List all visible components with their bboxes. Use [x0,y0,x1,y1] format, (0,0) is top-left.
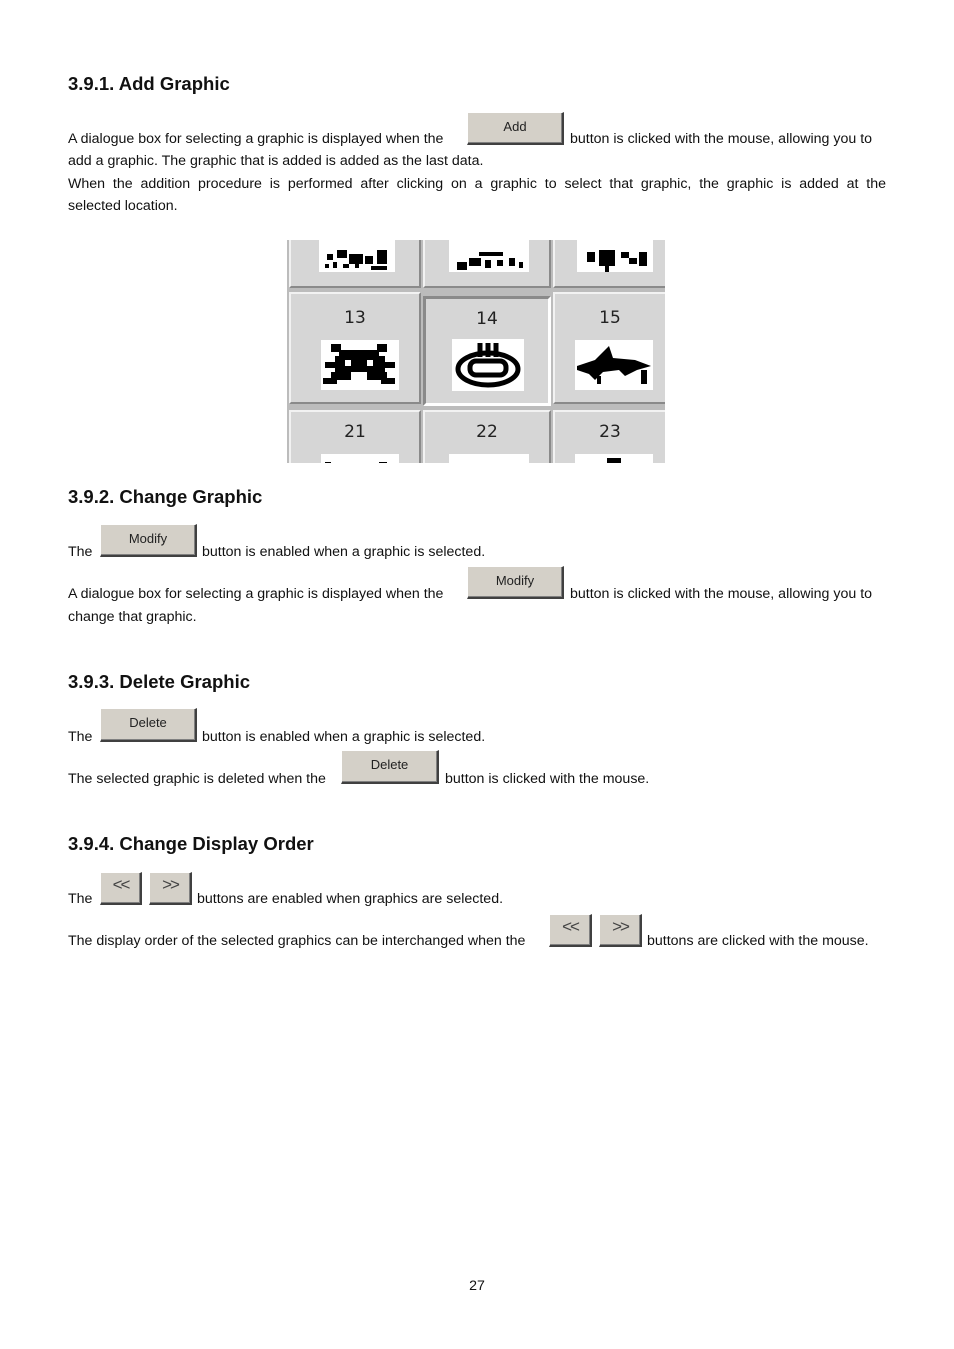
grid-cell-14-selected[interactable] [423,296,551,406]
graphic-thumb [577,240,653,272]
grid-cell-top-2[interactable] [423,240,551,288]
order-line2a: The display order of the selected graphics can be interchanged when the [68,933,526,949]
modify-button[interactable]: Modify [100,524,197,557]
add-para-line3: When the addition procedure is performed after clicking on a graphic to select that graphic, the graphic is added at the [68,176,886,192]
order-line1b: buttons are enabled when graphics are selected. [197,891,504,907]
heading-change-graphic: 3.9.2. Change Graphic [68,486,263,507]
grid-cell-13[interactable] [289,292,421,404]
order-line2b: buttons are clicked with the mouse. [647,933,869,949]
grid-cell-top-1[interactable] [289,240,421,288]
move-forward-button-2[interactable]: >> [599,914,642,947]
grid-cell-number: 21 [344,422,366,442]
change-line1a: The [68,544,93,560]
pot-graphic-icon [452,339,524,391]
grid-cell-number: 15 [599,308,621,328]
delete-button[interactable]: Delete [100,708,197,742]
graphic-grid-screenshot [287,240,665,463]
grid-cell-number: 13 [344,308,366,328]
crab-graphic-icon [321,340,399,390]
move-forward-button[interactable]: >> [149,872,192,905]
add-button[interactable]: Add [467,112,564,145]
grid-cell-top-3[interactable] [553,240,665,288]
delete-line2b: button is clicked with the mouse. [445,771,650,787]
grid-cell-21[interactable] [289,410,421,463]
grid-cell-23[interactable] [553,410,665,463]
grid-cell-number: 23 [599,422,621,442]
heading-change-display-order: 3.9.4. Change Display Order [68,833,314,854]
change-line3: change that graphic. [68,609,197,625]
change-line1b: button is enabled when a graphic is selected. [202,544,486,560]
add-para-line1a: A dialogue box for selecting a graphic is displayed when the [68,131,444,147]
page-number: 27 [469,1278,485,1294]
move-back-button[interactable]: << [100,872,142,905]
delete-line2a: The selected graphic is deleted when the [68,771,326,787]
graphic-thumb [575,454,653,463]
add-para-line1b: button is clicked with the mouse, allowing you to [570,131,873,147]
graphic-thumb [321,454,399,463]
heading-add-graphic: 3.9.1. Add Graphic [68,73,230,94]
delete-line1a: The [68,729,93,745]
grid-cell-number: 14 [476,309,498,329]
modify-button-2[interactable]: Modify [467,566,564,599]
delete-line1b: button is enabled when a graphic is selected. [202,729,486,745]
grid-cell-number: 22 [476,422,498,442]
graphic-thumb [449,240,529,272]
move-back-button-2[interactable]: << [549,914,592,947]
heading-delete-graphic: 3.9.3. Delete Graphic [68,671,251,692]
grid-cell-15[interactable] [553,292,665,404]
delete-button-2[interactable]: Delete [341,750,439,784]
change-line2b: button is clicked with the mouse, allowing you to [570,586,873,602]
add-para-line2: add a graphic. The graphic that is added is added as the last data. [68,153,484,169]
change-line2a: A dialogue box for selecting a graphic is displayed when the [68,586,444,602]
add-para-line4: selected location. [68,198,178,214]
grid-cell-22[interactable] [423,410,551,463]
shark-graphic-icon [575,340,653,390]
graphic-thumb [449,454,529,463]
order-line1a: The [68,891,93,907]
graphic-thumb [319,240,395,272]
